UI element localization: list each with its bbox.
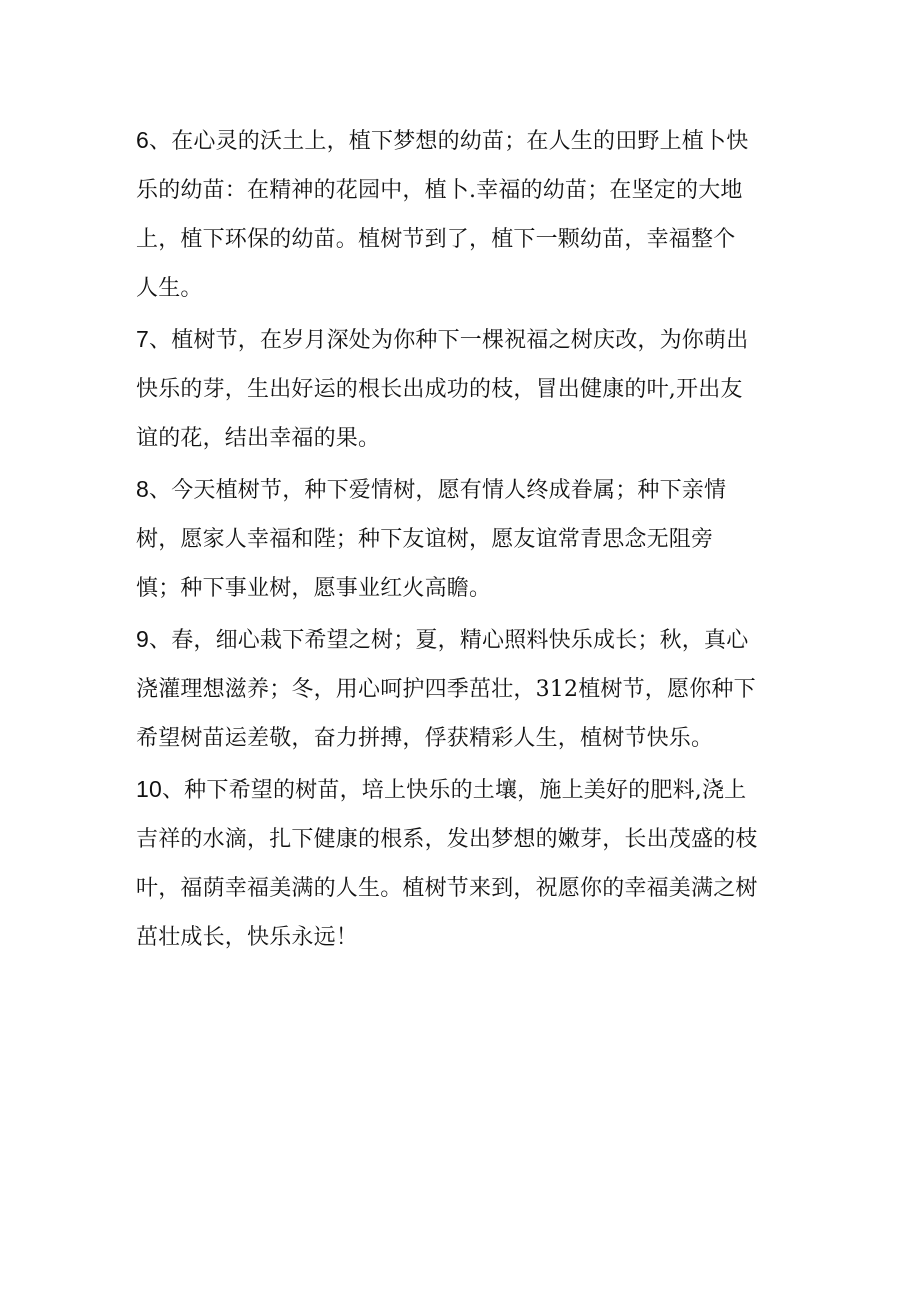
paragraph-line <box>136 765 796 815</box>
paragraph-number: 10 <box>136 776 162 802</box>
paragraph-line: 叶，福荫幸福美满的人生。植树节来到，祝愿你的幸福美满之树 <box>136 876 758 901</box>
paragraph-line: 树，愿家人幸福和陛；种下友谊树，愿友谊常青思念无阻旁 <box>136 527 714 552</box>
paragraph-text: 、今天植树节，种下爱情树，愿有情人终成眷属；种下亲情 <box>149 478 727 503</box>
paragraph-line: 吉祥的水滴，扎下健康的根系，发出梦想的嫩芽，长出茂盛的枝 <box>136 827 758 852</box>
paragraph-number: 6 <box>136 127 149 153</box>
paragraph-text: 、植树节，在岁月深处为你种下一棵祝福之树庆改，为你萌出 <box>149 328 749 353</box>
paragraph-7 <box>136 315 796 463</box>
paragraph-line: 乐的幼苗：在精神的花园中，植卜.幸福的幼苗；在坚定的大地 <box>136 178 743 203</box>
paragraph-number: 8 <box>136 476 149 502</box>
paragraph-number: 7 <box>136 326 149 352</box>
paragraph-line <box>136 615 796 665</box>
paragraph-line: 茁壮成长，快乐永远！ <box>136 925 359 950</box>
paragraph-line: 希望树苗运差敬，奋力拼搏，俘获精彩人生，植树节快乐。 <box>136 726 714 751</box>
paragraph-text: 、春，细心栽下希望之树；夏，精心照料快乐成长；秋，真心 <box>149 628 749 653</box>
paragraph-line: 谊的花，结出幸福的果。 <box>136 426 381 451</box>
paragraph-6 <box>136 116 796 313</box>
paragraph-10 <box>136 765 796 962</box>
paragraph-text: 、在心灵的沃土上，植下梦想的幼苗；在人生的田野上植卜快 <box>149 129 749 154</box>
paragraph-8 <box>136 465 796 613</box>
paragraph-line: 快乐的芽，生出好运的根长出成功的枝，冒出健康的叶,开出友 <box>136 377 743 402</box>
document-body <box>136 116 796 964</box>
paragraph-line <box>136 116 796 166</box>
paragraph-line: 上，植下环保的幼苗。植树节到了，植下一颗幼苗，幸福整个 <box>136 227 736 252</box>
paragraph-line: 浇灌理想滋养；冬，用心呵护四季茁壮，312植树节，愿你种下 <box>136 677 756 702</box>
paragraph-9 <box>136 615 796 763</box>
paragraph-number: 9 <box>136 626 149 652</box>
paragraph-line: 人生。 <box>136 276 203 301</box>
paragraph-line: 慎；种下事业树，愿事业红火高瞻。 <box>136 576 492 601</box>
paragraph-line <box>136 465 796 515</box>
paragraph-text: 、种下希望的树苗，培上快乐的土壤，施上美好的肥料,浇上 <box>161 778 747 803</box>
paragraph-line <box>136 315 796 365</box>
